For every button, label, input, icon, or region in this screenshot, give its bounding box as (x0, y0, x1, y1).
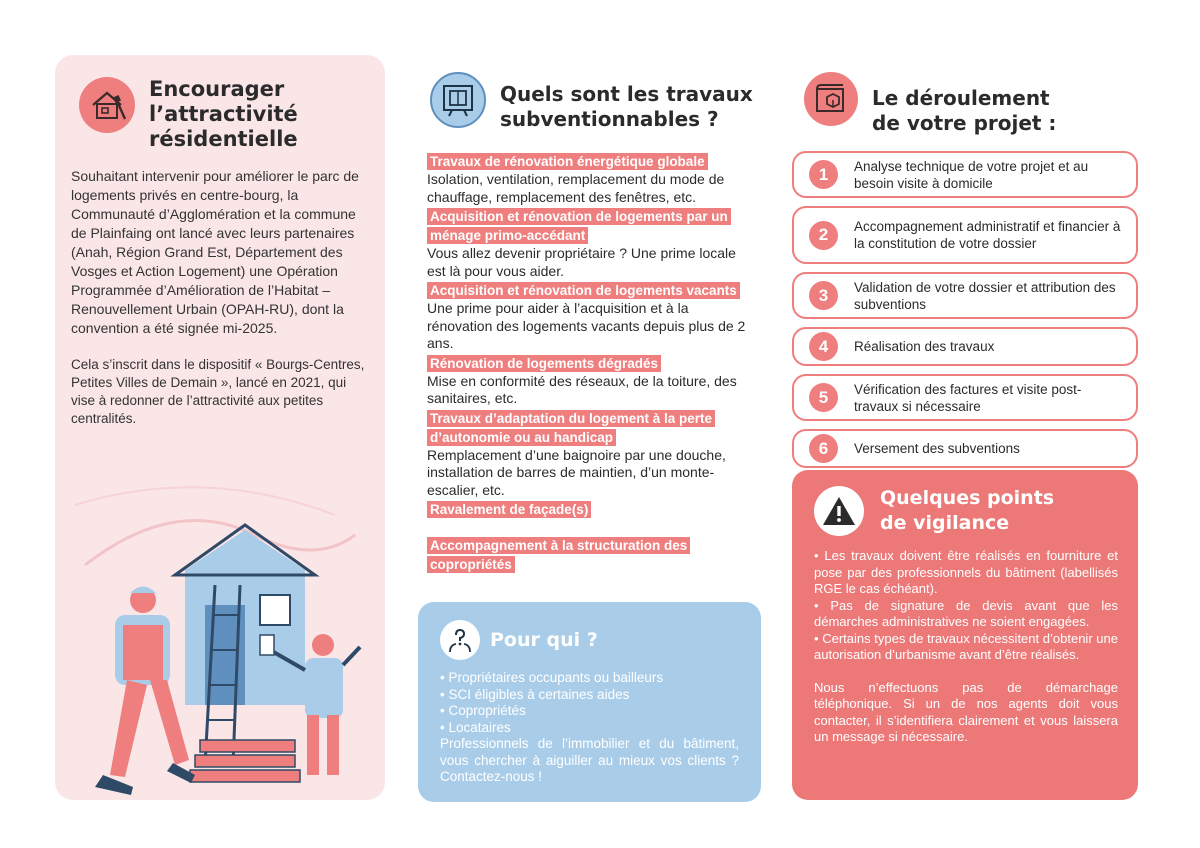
process-step (792, 272, 1138, 319)
work-title-highlight: Acquisition et rénovation de logements par un ménage primo-accédant (427, 208, 731, 244)
renovation-illustration (55, 475, 385, 800)
blueprint-icon (804, 72, 858, 126)
warning-icon (814, 486, 864, 536)
work-item-desc: Mise en conformité des réseaux, de la toiture, des sanitaires, etc. (427, 372, 737, 406)
works-list (427, 152, 757, 574)
work-item-title (427, 409, 757, 447)
intro-text (71, 167, 365, 446)
warning-icon-svg (822, 495, 856, 527)
step-number: 3 (809, 281, 838, 310)
list-item: • Les travaux doivent être réalisés en fourniture et pose par des professionnels du bâtiment (labellisés RGE le cas échéant). (814, 548, 1118, 598)
work-item-title (427, 207, 757, 245)
step-text: Vérification des factures et visite post-travaux si nécessaire (854, 381, 1082, 414)
work-title-highlight: Acquisition et rénovation de logements vacants (427, 282, 740, 299)
process-title-line: Le déroulement (872, 86, 1050, 110)
intro-paragraph: Cela s’inscrit dans le dispositif « Bourgs-Centres, Petites Villes de Demain », lancé en 2021, qui vise à redonner de l’attractivité aux petites centralités. (71, 357, 365, 426)
process-title (872, 72, 1056, 136)
vigilance-footer: Nous n’effectuons pas de démarchage téléphonique. Si un de nos agents doit vous contacter, il s’identifiera clairement et vous laissera un message si nécessaire. (814, 679, 1118, 744)
intro-title-line: résidentielle (149, 127, 298, 151)
house-brush-icon (79, 77, 135, 133)
process-step (792, 374, 1138, 421)
spacer (427, 519, 757, 536)
works-title-line: subventionnables ? (500, 107, 719, 131)
list-item: • Copropriétés (440, 703, 739, 720)
work-item-desc: Une prime pour aider à l’acquisition et à la rénovation des logements vacants depuis plus de 2 ans. (427, 300, 746, 351)
step-number: 1 (809, 160, 838, 189)
work-item-desc: Vous allez devenir propriétaire ? Une prime locale est là pour vous aider. (427, 245, 736, 279)
process-step (792, 327, 1138, 366)
work-item-desc: Isolation, ventilation, remplacement du mode de chauffage, remplacement des fenêtres, etc. (427, 171, 725, 205)
list-item: • SCI éligibles à certaines aides (440, 687, 739, 704)
vigilance-header (814, 486, 1118, 536)
step-number: 2 (809, 221, 838, 250)
house-brush-icon-svg (87, 85, 127, 125)
intro-header (79, 77, 298, 152)
intro-paragraph: Souhaitant intervenir pour améliorer le parc de logements privés en centre-bourg, la Communauté d’Agglomération et la commune de Plainfaing ont lancé avec leurs partenaires (Anah, Région Grand Est, Département des Vosges et Action Logement) une Opération Programmée d’Amélioration de l’Habitat – Renouvellement Urbain (OPAH-RU), dont la convention a été signée mi-2025. (71, 168, 359, 336)
work-title-highlight: Travaux d’adaptation du logement à la perte d’autonomie ou au handicap (427, 410, 715, 446)
intro-title (149, 77, 298, 152)
works-header (430, 72, 763, 132)
work-item-title (427, 354, 757, 373)
step-number: 5 (809, 383, 838, 412)
window-frame-icon (430, 72, 486, 128)
window-frame-icon-svg (439, 81, 477, 119)
work-title-highlight: Accompagnement à la structuration des copropriétés (427, 537, 690, 573)
vigilance-title (880, 486, 1054, 536)
process-step (792, 151, 1138, 198)
process-title-line: de votre projet : (872, 111, 1057, 135)
pour-qui-panel (418, 602, 761, 802)
list-item: • Pas de signature de devis avant que les démarches administratives ne soient engagées. (814, 598, 1118, 631)
pour-qui-list (440, 670, 739, 736)
pour-qui-title: Pour qui ? (490, 629, 598, 651)
list-item: • Propriétaires occupants ou bailleurs (440, 670, 739, 687)
step-text: Accompagnement administratif et financier à la constitution de votre dossier (854, 219, 1121, 251)
step-number: 4 (809, 332, 838, 361)
person-question-icon-svg (446, 626, 474, 654)
step-text: Analyse technique de votre projet et au besoin visite à domicile (854, 158, 1089, 191)
process-steps (792, 151, 1138, 476)
work-title-highlight: Ravalement de façade(s) (427, 501, 591, 518)
vigilance-list (814, 548, 1118, 664)
pour-qui-header (440, 620, 739, 660)
works-panel (418, 72, 763, 802)
step-text: Validation de votre dossier et attribution des subventions (854, 279, 1116, 312)
list-item: • Locataires (440, 720, 739, 737)
vigilance-panel (792, 470, 1138, 800)
work-item-title (427, 500, 757, 519)
process-step (792, 206, 1138, 264)
process-step (792, 429, 1138, 468)
work-title-highlight: Rénovation de logements dégradés (427, 355, 661, 372)
list-item: • Certains types de travaux nécessitent d’obtenir une autorisation d’urbanisme avant d’être réalisés. (814, 631, 1118, 664)
step-number: 6 (809, 434, 838, 463)
process-header (804, 72, 1140, 136)
blueprint-icon-svg (813, 81, 849, 117)
step-text: Réalisation des travaux (854, 339, 995, 354)
vigilance-title-line: de vigilance (880, 512, 1010, 534)
work-title-highlight: Travaux de rénovation énergétique globale (427, 153, 708, 170)
works-title (500, 72, 753, 132)
work-item-title (427, 152, 757, 171)
pour-qui-footer: Professionnels de l’immobilier et du bâtiment, vous chercher à aiguiller au mieux vos clients ? Contactez-nous ! (440, 736, 739, 784)
intro-title-line: l’attractivité (149, 102, 298, 126)
work-item-title (427, 281, 757, 300)
works-title-line: Quels sont les travaux (500, 82, 753, 106)
process-panel (792, 72, 1140, 802)
step-text: Versement des subventions (854, 441, 1020, 456)
vigilance-title-line: Quelques points (880, 487, 1055, 509)
intro-panel (55, 55, 385, 800)
intro-title-line: Encourager (149, 77, 285, 101)
work-item-desc: Remplacement d’une baignoire par une douche, installation de barres de maintien, d’un monte-escalier, etc. (427, 446, 726, 498)
work-item-title (427, 536, 757, 574)
person-question-icon (440, 620, 480, 660)
